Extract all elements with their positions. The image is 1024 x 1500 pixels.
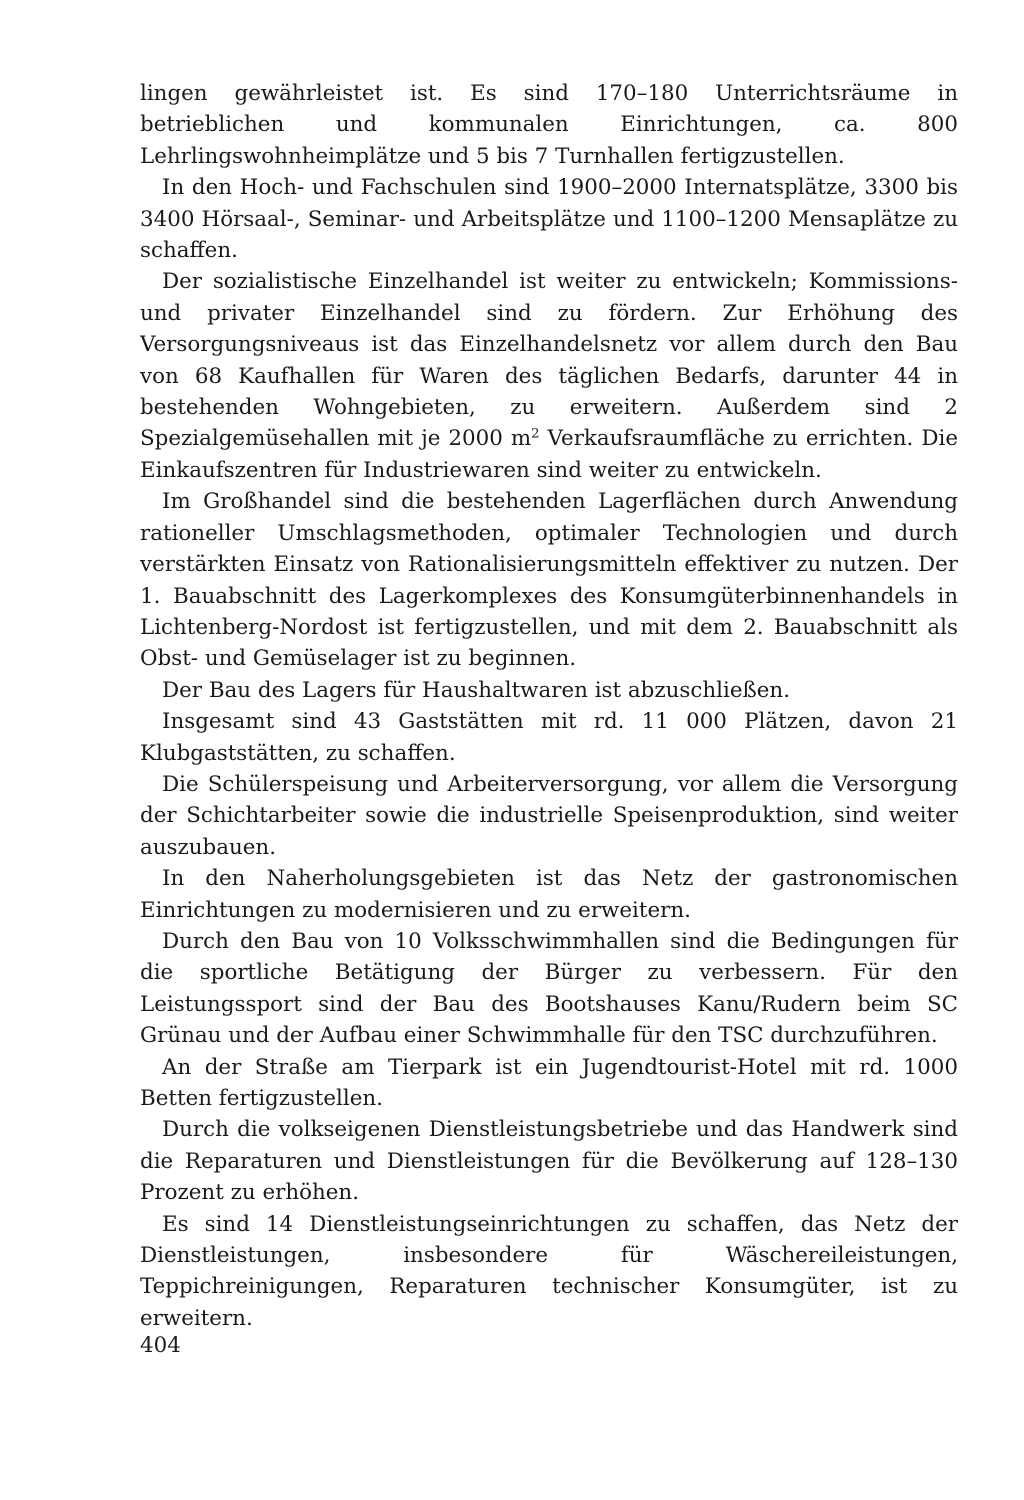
paragraph-12: Es sind 14 Dienstleistungseinrichtungen zu schaffen, das Netz der Dienstleistungen, insbesondere für Wäschereileistungen, Teppichreinigungen, Reparaturen technischer Konsumgüter, ist zu erweitern. <box>140 1211 958 1331</box>
paragraph-1: lingen gewährleistet ist. Es sind 170–180 Unterrichtsräume in betrieblichen und kommunalen Einrichtungen, ca. 800 Lehrlingswohnheimplätze und 5 bis 7 Turnhallen fertigzustellen. <box>140 81 958 169</box>
paragraph-5: Der Bau des Lagers für Haushaltwaren ist abzuschließen. <box>162 677 790 703</box>
body-text <box>140 78 958 1334</box>
paragraph-6: Insgesamt sind 43 Gaststätten mit rd. 11 000 Plätzen, davon 21 Klubgaststätten, zu schaffen. <box>140 709 958 766</box>
unit-superscript: 2 <box>531 427 540 443</box>
paragraph-8: In den Naherholungsgebieten ist das Netz der gastronomischen Einrichtungen zu modernisieren und zu erweitern. <box>140 866 958 923</box>
page-number: 404 <box>140 1333 181 1358</box>
paragraph-11: Durch die volkseigenen Dienstleistungsbetriebe und das Handwerk sind die Reparaturen und Dienstleistungen für die Bevölkerung auf 128–130 Prozent zu erhöhen. <box>140 1117 958 1206</box>
paragraph-9: Durch den Bau von 10 Volksschwimmhallen sind die Bedingungen für die sportliche Betätigung der Bürger zu verbessern. Für den Leistungssport sind der Bau des Bootshauses Kanu/Rudern beim SC Grünau und der Aufbau einer Schwimmhalle für den TSC durchzuführen. <box>140 928 958 1049</box>
paragraph-7: Die Schülerspeisung und Arbeiterversorgung, vor allem die Versorgung der Schichtarbeiter sowie die industrielle Speisenproduktion, sind weiter auszubauen. <box>140 771 958 860</box>
paragraph-3-text: Der sozialistische Einzelhandel ist weiter zu entwickeln; Kommissions- und privater Einzelhandel sind zu fördern. Zur Erhöhung des Versorgungsniveaus ist das Einzelhandelsnetz vor allem durch den Bau von 68 Kaufhallen für Waren des täglichen Bedarfs, darunter 44 in bestehenden Wohngebieten, zu erweitern. Außerdem sind 2 Spezialgemüsehallen mit je 2000 m <box>140 269 958 452</box>
paragraph-2: In den Hoch- und Fachschulen sind 1900–2000 Internatsplätze, 3300 bis 3400 Hörsaal-, Seminar- und Arbeitsplätze und 1100–1200 Mensaplätze zu schaffen. <box>140 175 958 264</box>
paragraph-10: An der Straße am Tierpark ist ein Jugendtourist-Hotel mit rd. 1000 Betten fertigzustellen. <box>140 1054 958 1111</box>
paragraph-4: Im Großhandel sind die bestehenden Lagerflächen durch Anwendung rationeller Umschlagsmethoden, optimaler Technologien und durch verstärkten Einsatz von Rationalisierungsmitteln effektiver zu nutzen. Der 1. Bauabschnitt des Lagerkomplexes des Konsumgüterbinnenhandels in Lichtenberg-Nordost ist fertigzustellen, und mit dem 2. Bauabschnitt als Obst- und Gemüselager ist zu beginnen. <box>140 489 958 672</box>
paragraph-3-tail: Verkaufsraumfläche zu errichten. Die Einkaufszentren für Industriewaren sind weiter zu entwickeln. <box>140 426 958 483</box>
paragraph-3 <box>140 266 958 486</box>
